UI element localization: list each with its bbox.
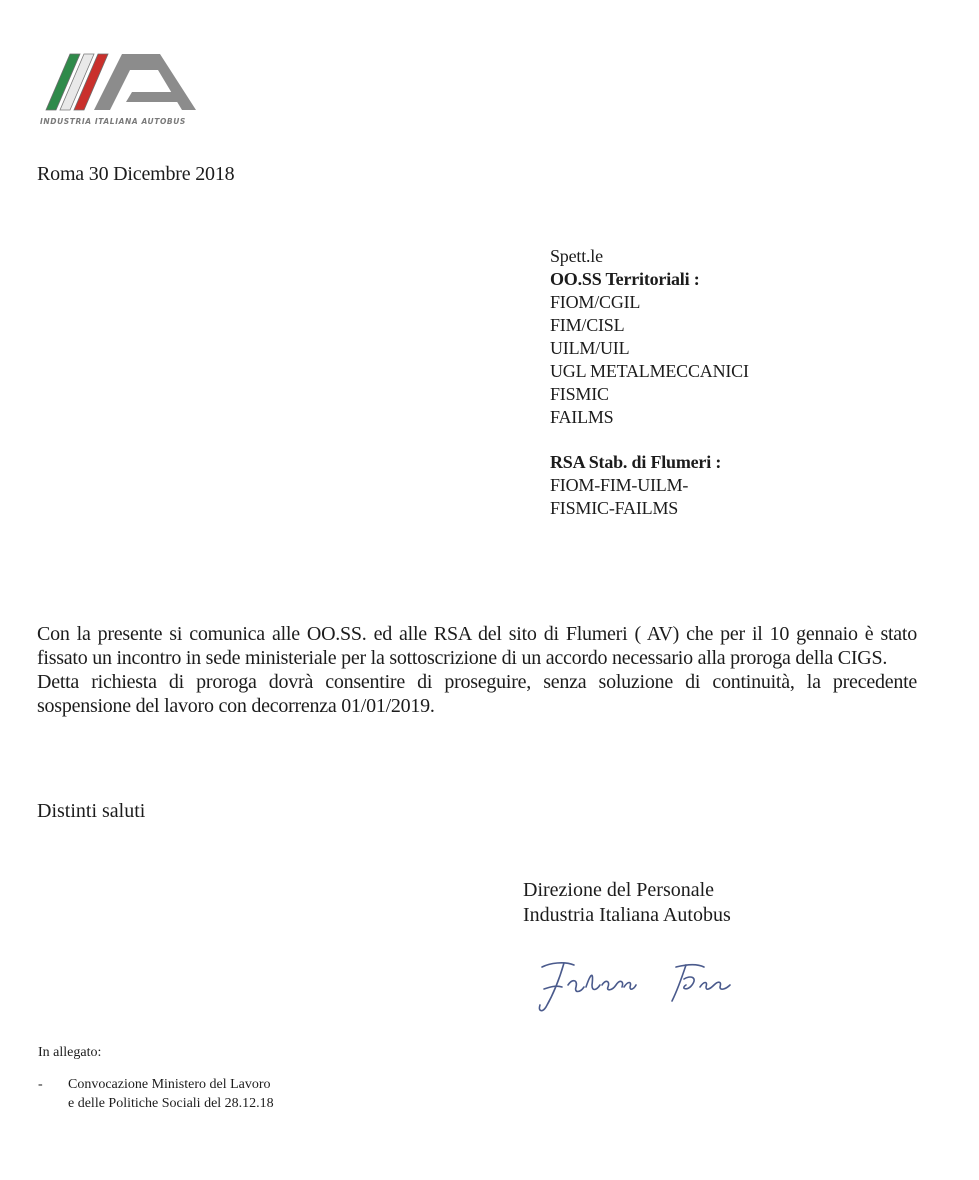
recipient-item: FIOM-FIM-UILM- bbox=[550, 475, 689, 495]
recipient-item: FIM/CISL bbox=[550, 315, 625, 335]
recipient-item: UILM/UIL bbox=[550, 338, 630, 358]
logo-a-inner bbox=[126, 92, 178, 102]
salutation: Spett.le bbox=[550, 246, 603, 266]
logo-company-text: INDUSTRIA ITALIANA AUTOBUS bbox=[40, 117, 186, 126]
letter-body bbox=[37, 622, 917, 718]
company-logo bbox=[36, 48, 208, 134]
recipients-block bbox=[550, 245, 749, 520]
recipient-group-title: RSA Stab. di Flumeri : bbox=[550, 452, 722, 472]
signer-line: Industria Italiana Autobus bbox=[523, 904, 731, 926]
recipient-group-title: OO.SS Territoriali : bbox=[550, 269, 700, 289]
handwritten-signature bbox=[520, 945, 780, 1020]
signer-block bbox=[523, 878, 731, 928]
recipient-item: FISMIC bbox=[550, 384, 609, 404]
recipient-item: FIOM/CGIL bbox=[550, 292, 641, 312]
recipient-item: UGL METALMECCANICI bbox=[550, 361, 749, 381]
recipient-item: FISMIC-FAILMS bbox=[550, 498, 679, 518]
recipient-item: FAILMS bbox=[550, 407, 614, 427]
attachment-text-line: e delle Politiche Sociali del 28.12.18 bbox=[68, 1096, 274, 1111]
attachment-text-line: Convocazione Ministero del Lavoro bbox=[68, 1077, 271, 1092]
place-date: Roma 30 Dicembre 2018 bbox=[37, 163, 235, 185]
attachment-item bbox=[38, 1075, 274, 1113]
spacer bbox=[550, 429, 749, 451]
attachments-label: In allegato: bbox=[38, 1045, 102, 1060]
attachment-text bbox=[68, 1075, 274, 1113]
body-paragraph: Con la presente si comunica alle OO.SS. ed alle RSA del sito di Flumeri ( AV) che per il 10 gennaio è stato fissato un incontro in sede ministeriale per la sottoscrizione di un accordo necessario alla proroga della CIGS. bbox=[37, 623, 917, 669]
attachment-bullet: - bbox=[38, 1077, 43, 1092]
signer-line: Direzione del Personale bbox=[523, 879, 715, 901]
body-paragraph: Detta richiesta di proroga dovrà consentire di proseguire, senza soluzione di continuità, la precedente sospensione del lavoro con decorrenza 01/01/2019. bbox=[37, 671, 917, 717]
logo-a-cut bbox=[128, 76, 164, 90]
closing-greeting: Distinti saluti bbox=[37, 800, 146, 822]
